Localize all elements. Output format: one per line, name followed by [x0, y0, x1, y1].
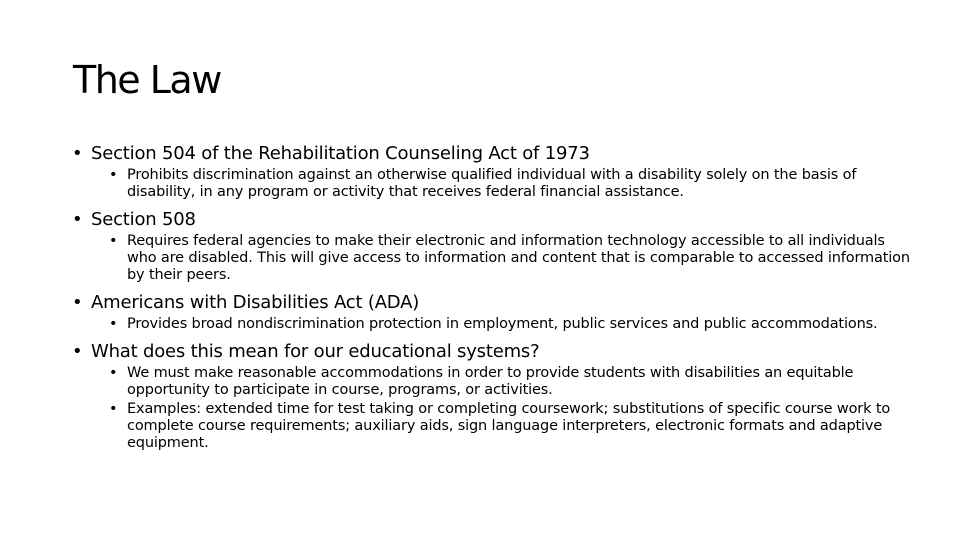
- bullet-item: [72, 341, 912, 363]
- bullet-icon: •: [72, 143, 83, 164]
- sub-bullet-text: Provides broad nondiscrimination protection in employment, public services and public accommodations.: [127, 316, 878, 332]
- sub-bullet-text: Prohibits discrimination against an otherwise qualified individual with a disability solely on the basis of disability, in any program or activity that receives federal financial assistance.: [127, 167, 857, 200]
- bullet-icon: •: [72, 341, 83, 362]
- bullet-text: What does this mean for our educational systems?: [91, 341, 540, 362]
- spacer: [72, 284, 912, 292]
- sub-bullet-text: Requires federal agencies to make their electronic and information technology accessible to all individuals who are disabled. This will give access to information and content that is comparable to accessed information by their peers.: [127, 233, 910, 283]
- spacer: [72, 333, 912, 341]
- sub-bullet-item: [72, 365, 912, 399]
- spacer: [72, 201, 912, 209]
- bullet-item: [72, 292, 912, 314]
- sub-bullet-icon: •: [109, 401, 118, 417]
- sub-bullet-icon: •: [109, 365, 118, 381]
- sub-bullet-icon: •: [109, 316, 118, 332]
- sub-bullet-item: [72, 316, 912, 333]
- bullet-text: Section 508: [91, 209, 196, 230]
- bullet-text: Americans with Disabilities Act (ADA): [91, 292, 420, 313]
- sub-bullet-icon: •: [109, 167, 118, 183]
- sub-bullet-item: [72, 401, 912, 452]
- bullet-list: [72, 143, 912, 452]
- sub-bullet-icon: •: [109, 233, 118, 249]
- sub-bullet-item: [72, 167, 912, 201]
- bullet-icon: •: [72, 209, 83, 230]
- sub-bullet-text: We must make reasonable accommodations in order to provide students with disabilities an equitable opportunity to participate in course, programs, or activities.: [127, 365, 854, 398]
- bullet-text: Section 504 of the Rehabilitation Counseling Act of 1973: [91, 143, 590, 164]
- sub-bullet-item: [72, 233, 912, 284]
- bullet-item: [72, 143, 912, 165]
- bullet-item: [72, 209, 912, 231]
- slide-title: The Law: [73, 58, 221, 102]
- bullet-icon: •: [72, 292, 83, 313]
- sub-bullet-text: Examples: extended time for test taking or completing coursework; substitutions of specific course work to complete course requirements; auxiliary aids, sign language interpreters, electronic formats and adaptive equipment.: [127, 401, 891, 451]
